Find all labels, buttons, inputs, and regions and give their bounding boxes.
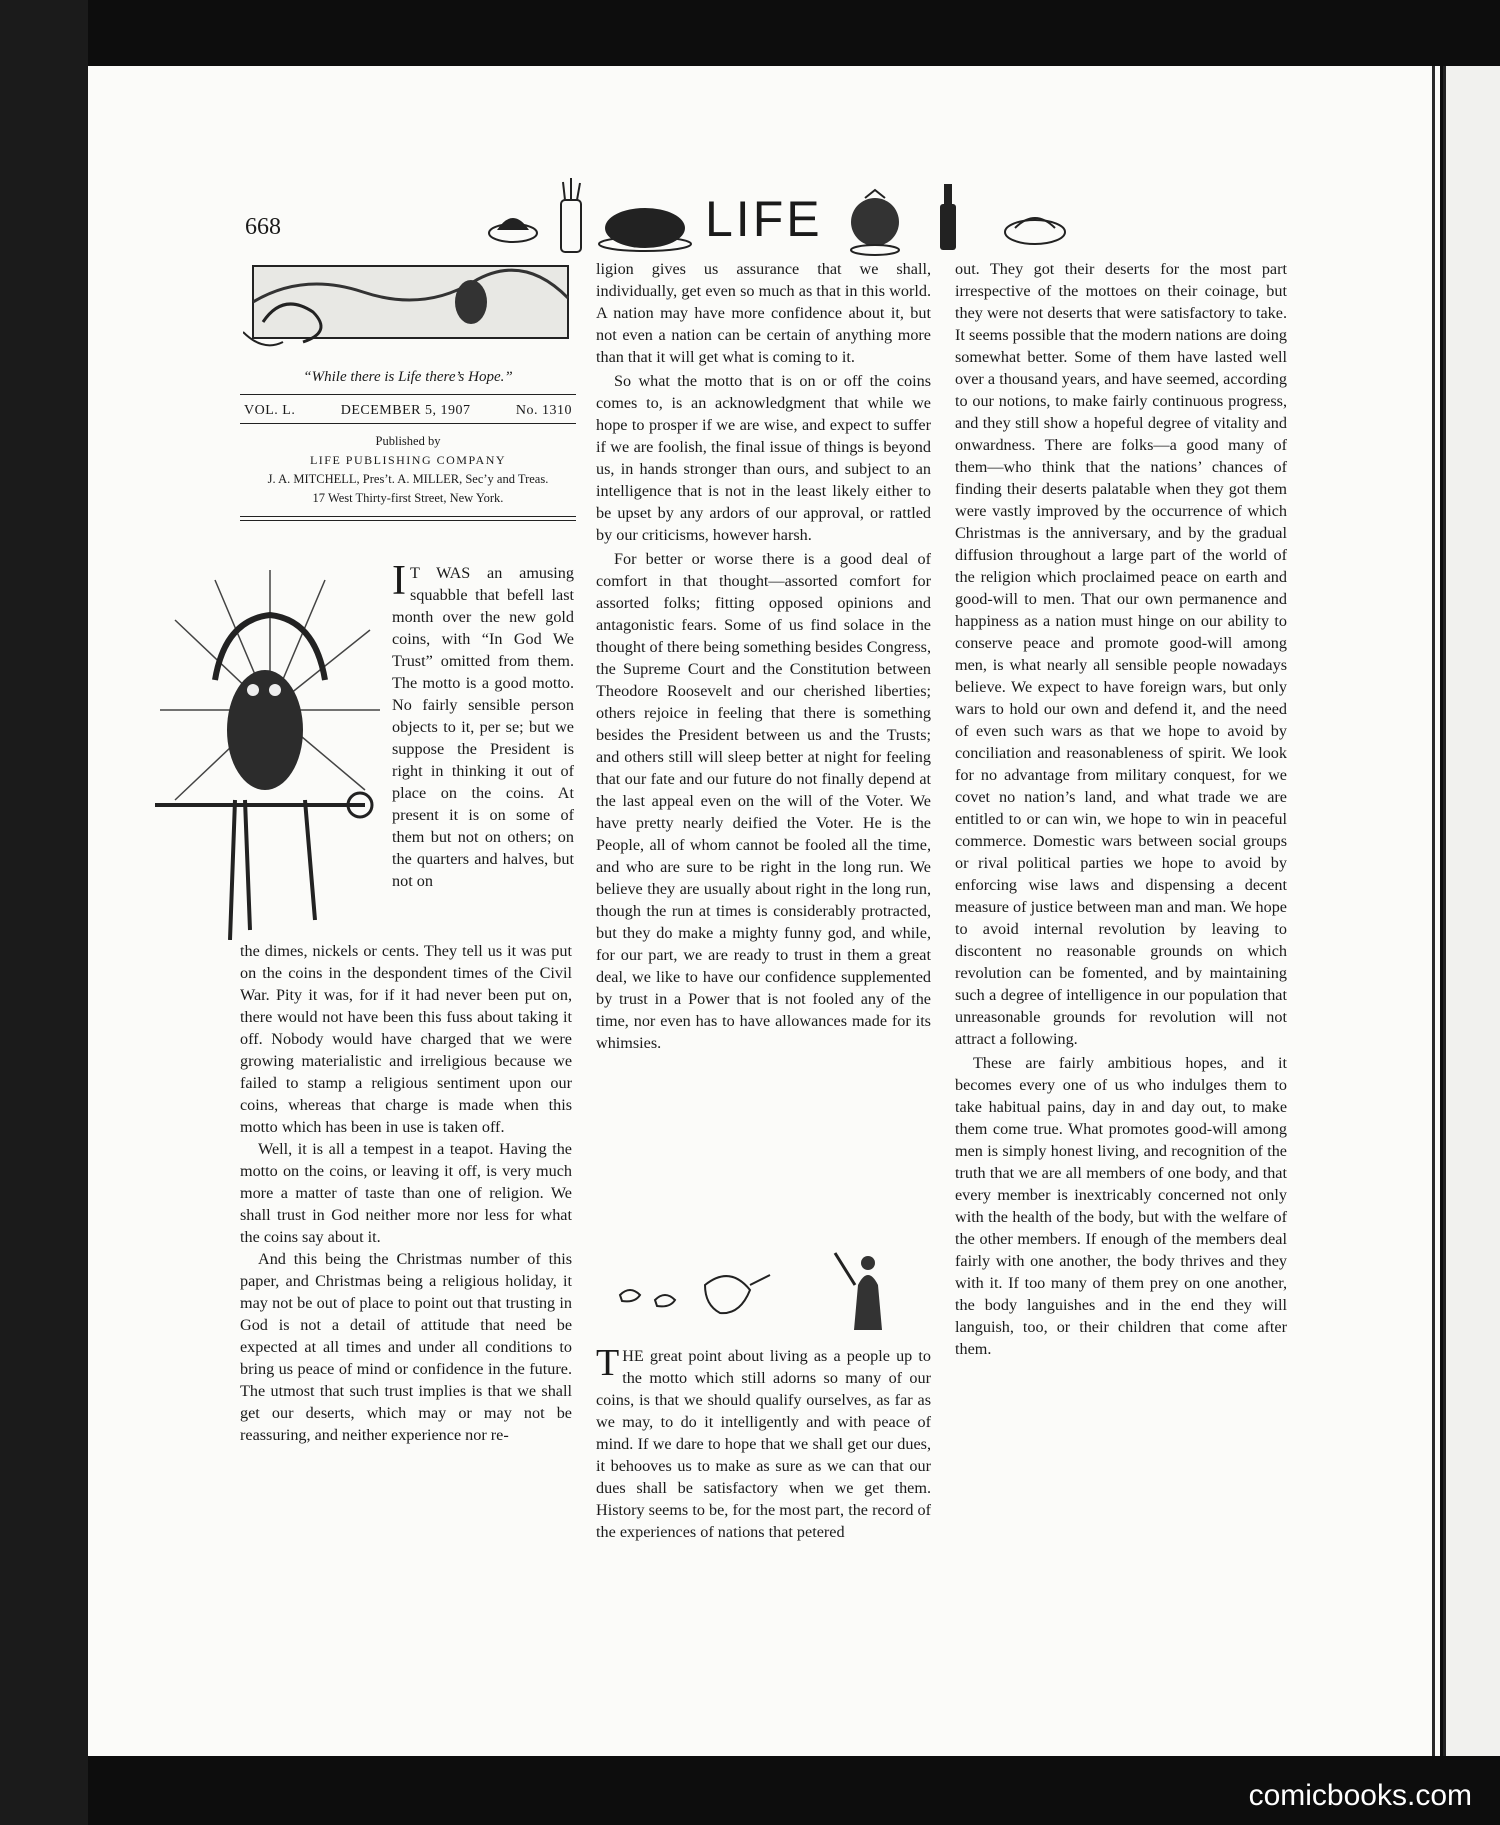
article1-column2 xyxy=(596,258,931,1056)
article2-text: HE great point about living as a people up to the motto which still adorns so many of our coins, is that we should qualify ourselves, as far as we may, to do it intelligently and with peace of mind. If we dare to hope that we shall get our dues, it behooves us to make as sure as we can that our dues shall be satisfactory when we get them. History seems to be, for the most part, the record of the experiences of nations that petered xyxy=(596,1347,931,1541)
celery-icon xyxy=(561,178,581,252)
motto: “While there is Life there’s Hope.” xyxy=(303,369,513,385)
volume: VOL. L. xyxy=(244,403,296,418)
cake-icon xyxy=(1005,218,1065,244)
article1-paragraph: Well, it is all a tempest in a teapot. Having the motto on the coins, or leaving it off, is very much more a matter of taste than one of religion. We shall trust in God neither more nor less for what the coins say about it. xyxy=(240,1140,572,1246)
divider xyxy=(240,394,576,395)
page-fold-line xyxy=(1432,66,1435,1756)
masthead-info xyxy=(240,262,576,521)
article1-column1 xyxy=(240,940,572,1446)
dropcap-t: T xyxy=(596,1342,620,1384)
page-number: 668 xyxy=(245,214,281,240)
company-name: LIFE PUBLISHING COMPANY xyxy=(309,453,507,467)
volume-line xyxy=(240,397,576,423)
article2-paragraph: out. They got their deserts for the most part irrespective of the mottoes on their coinage, but they were not deserts that were satisfactory to take. It seems possible that the modern nations are doing somewhat better. Some of them have lasted well over a thousand years, and have seemed, according to our notions, to make fairly continuous progress, and they still show a hopeful degree of vitality and onwardness. There are folks—a good many of them—who think that the nations’ chances of finding their deserts palatable when they got them were vastly improved by the occurrence of which Christmas is the anniversary, and by the gradual diffusion throughout a large part of the world of the religion which proclaimed peace on earth and good-will to men. That our own permanence and happiness as a nation must hinge on our ability to conserve peace and promote good-will among men, is what nearly all sensible people nowadays believe. We expect to have foreign wars, but only wars to hold our own and defend it, and the need of even such wars as that we hope to avoid by conciliation and reasonableness of spirit. We look for no advantage from military conquest, for we covet no nation’s land, and what trade we are entitled to or can win, we hope to win in peaceful commerce. Domestic wars between social groups or rival political parties we hope to avoid by enforcing wise laws and dispensing a decent measure of justice between man and man. We hope to avoid internal revolution by leaving to discontent no reasonable grounds on which revolution can be fomented, and by maintaining such a degree of intelligence in our population that unreasonable grounds for revolution will not attract a following. xyxy=(955,260,1287,1048)
bottle-icon xyxy=(940,184,956,250)
christmas-pudding-icon xyxy=(851,190,899,255)
magazine-title: LIFE xyxy=(705,191,823,247)
article1-lead-text: T WAS an amusing squabble that befell last month over the new gold coins, with “In God We Trust” omitted from them. The motto is a good motto. No fairly sensible person objects to it, per se; but we suppose the President is right in thinking it out of place on the coins. At present it is on some of them but not on others; on the quarters and halves, but not on xyxy=(392,564,574,890)
watermark: comicbooks.com xyxy=(1248,1779,1472,1812)
article1-lead xyxy=(392,558,574,892)
article1-paragraph: the dimes, nickels or cents. They tell us it was put on the coins in the despondent times of the Civil War. Pity it was, for if it had never been put on, there would not have been this fuss about taking it off. Nobody would have charged that we were growing materialistic and irreligious because we failed to stamp a religious sentiment upon our coins, whereas that charge is made when this motto which has been in use is taken off. xyxy=(240,942,572,1136)
scan-border-left xyxy=(0,0,88,1825)
next-page-edge xyxy=(1443,66,1500,1756)
article2-column3 xyxy=(955,258,1287,1362)
address: 17 West Thirty-first Street, New York. xyxy=(312,491,504,505)
article1-paragraph: For better or worse there is a good deal of comfort in that thought—assorted comfort for assorted folks; fitting opposed opinions and antagonistic fears. Some of us find solace in the thought of there being something besides Congress, the Supreme Court and the Constitution between Theodore Roosevelt and our cherished liberties; others rejoice in feeling that there is something besides the President between us and the Trusts; and others still will sleep better at night for feeling that our fate and our future do not finally depend at the last appeal even on the will of the Voter. We have pretty nearly deified the Voter. He is the People, all of whom cannot be fooled all the time, and who are sure to be right in the long run. We believe they are usually about right in the long run, though the run at times is considerably protracted, but they do make a mighty funny god, and while, for our part, we are ready to trust in them a great deal, we like to have our confidence supplemented by trust in a Power that is not fooled any of the time, nor even has to have allowances made for its whimsies. xyxy=(596,550,931,1052)
geese-illustration xyxy=(610,1245,930,1335)
article1-paragraph: So what the motto that is on or off the coins comes to, is an acknowledgment that while we hope to prosper if we are wise, and expect to suffer if we are foolish, the final issue of things is beyond us, in hands stronger than ours, and subject to an intelligence that is not in the least likely either to be upset by any ardors of our approval, or rattled by our criticisms, however harsh. xyxy=(596,372,931,544)
issue-number: No. 1310 xyxy=(515,403,572,418)
published-by: Published by xyxy=(375,434,441,448)
divider xyxy=(240,423,576,424)
article2-column2 xyxy=(596,1342,931,1543)
article1-paragraph: ligion gives us assurance that we shall, individually, get even so much as that in this world. A nation may have more confidence about it, but not even a nation can be certain of anything more than that it will get what is coming to it. xyxy=(596,260,931,366)
officers: J. A. MITCHELL, Pres’t. A. MILLER, Sec’y and Treas. xyxy=(267,472,549,486)
dropcap-i: I xyxy=(392,558,406,604)
banner-illustration xyxy=(243,262,573,358)
pudding-icon xyxy=(489,218,537,242)
turkey-icon xyxy=(599,208,691,251)
article1-paragraph: And this being the Christmas number of this paper, and Christmas being a religious holiday, it may not be out of place to point out that trusting in God is not a detail of attitude that need be expected at all times and under all conditions to bring us peace of mind or confidence in the future. The utmost that such trust implies is that we shall get our deserts, which may or may not be reassuring, and neither experience nor re- xyxy=(240,1250,572,1444)
issue-date: DECEMBER 5, 1907 xyxy=(340,403,471,418)
article2-paragraph: These are fairly ambitious hopes, and it becomes every one of us who indulges them to take habitual pains, day in and day out, to make them come true. What promotes good-will among men is simply honest living, and recognition of the truth that we are all members of one body, and that every member is inextricably concerned not only with the health of the body, but with the welfare of the other members. If enough of the members deal fairly with one another, the body thrives and they with it. If too many of them prey on one another, the body languishes and in the end they will languish, too, or their children that come after them. xyxy=(955,1054,1287,1358)
owl-illustration xyxy=(155,560,385,940)
double-rule xyxy=(240,516,576,521)
